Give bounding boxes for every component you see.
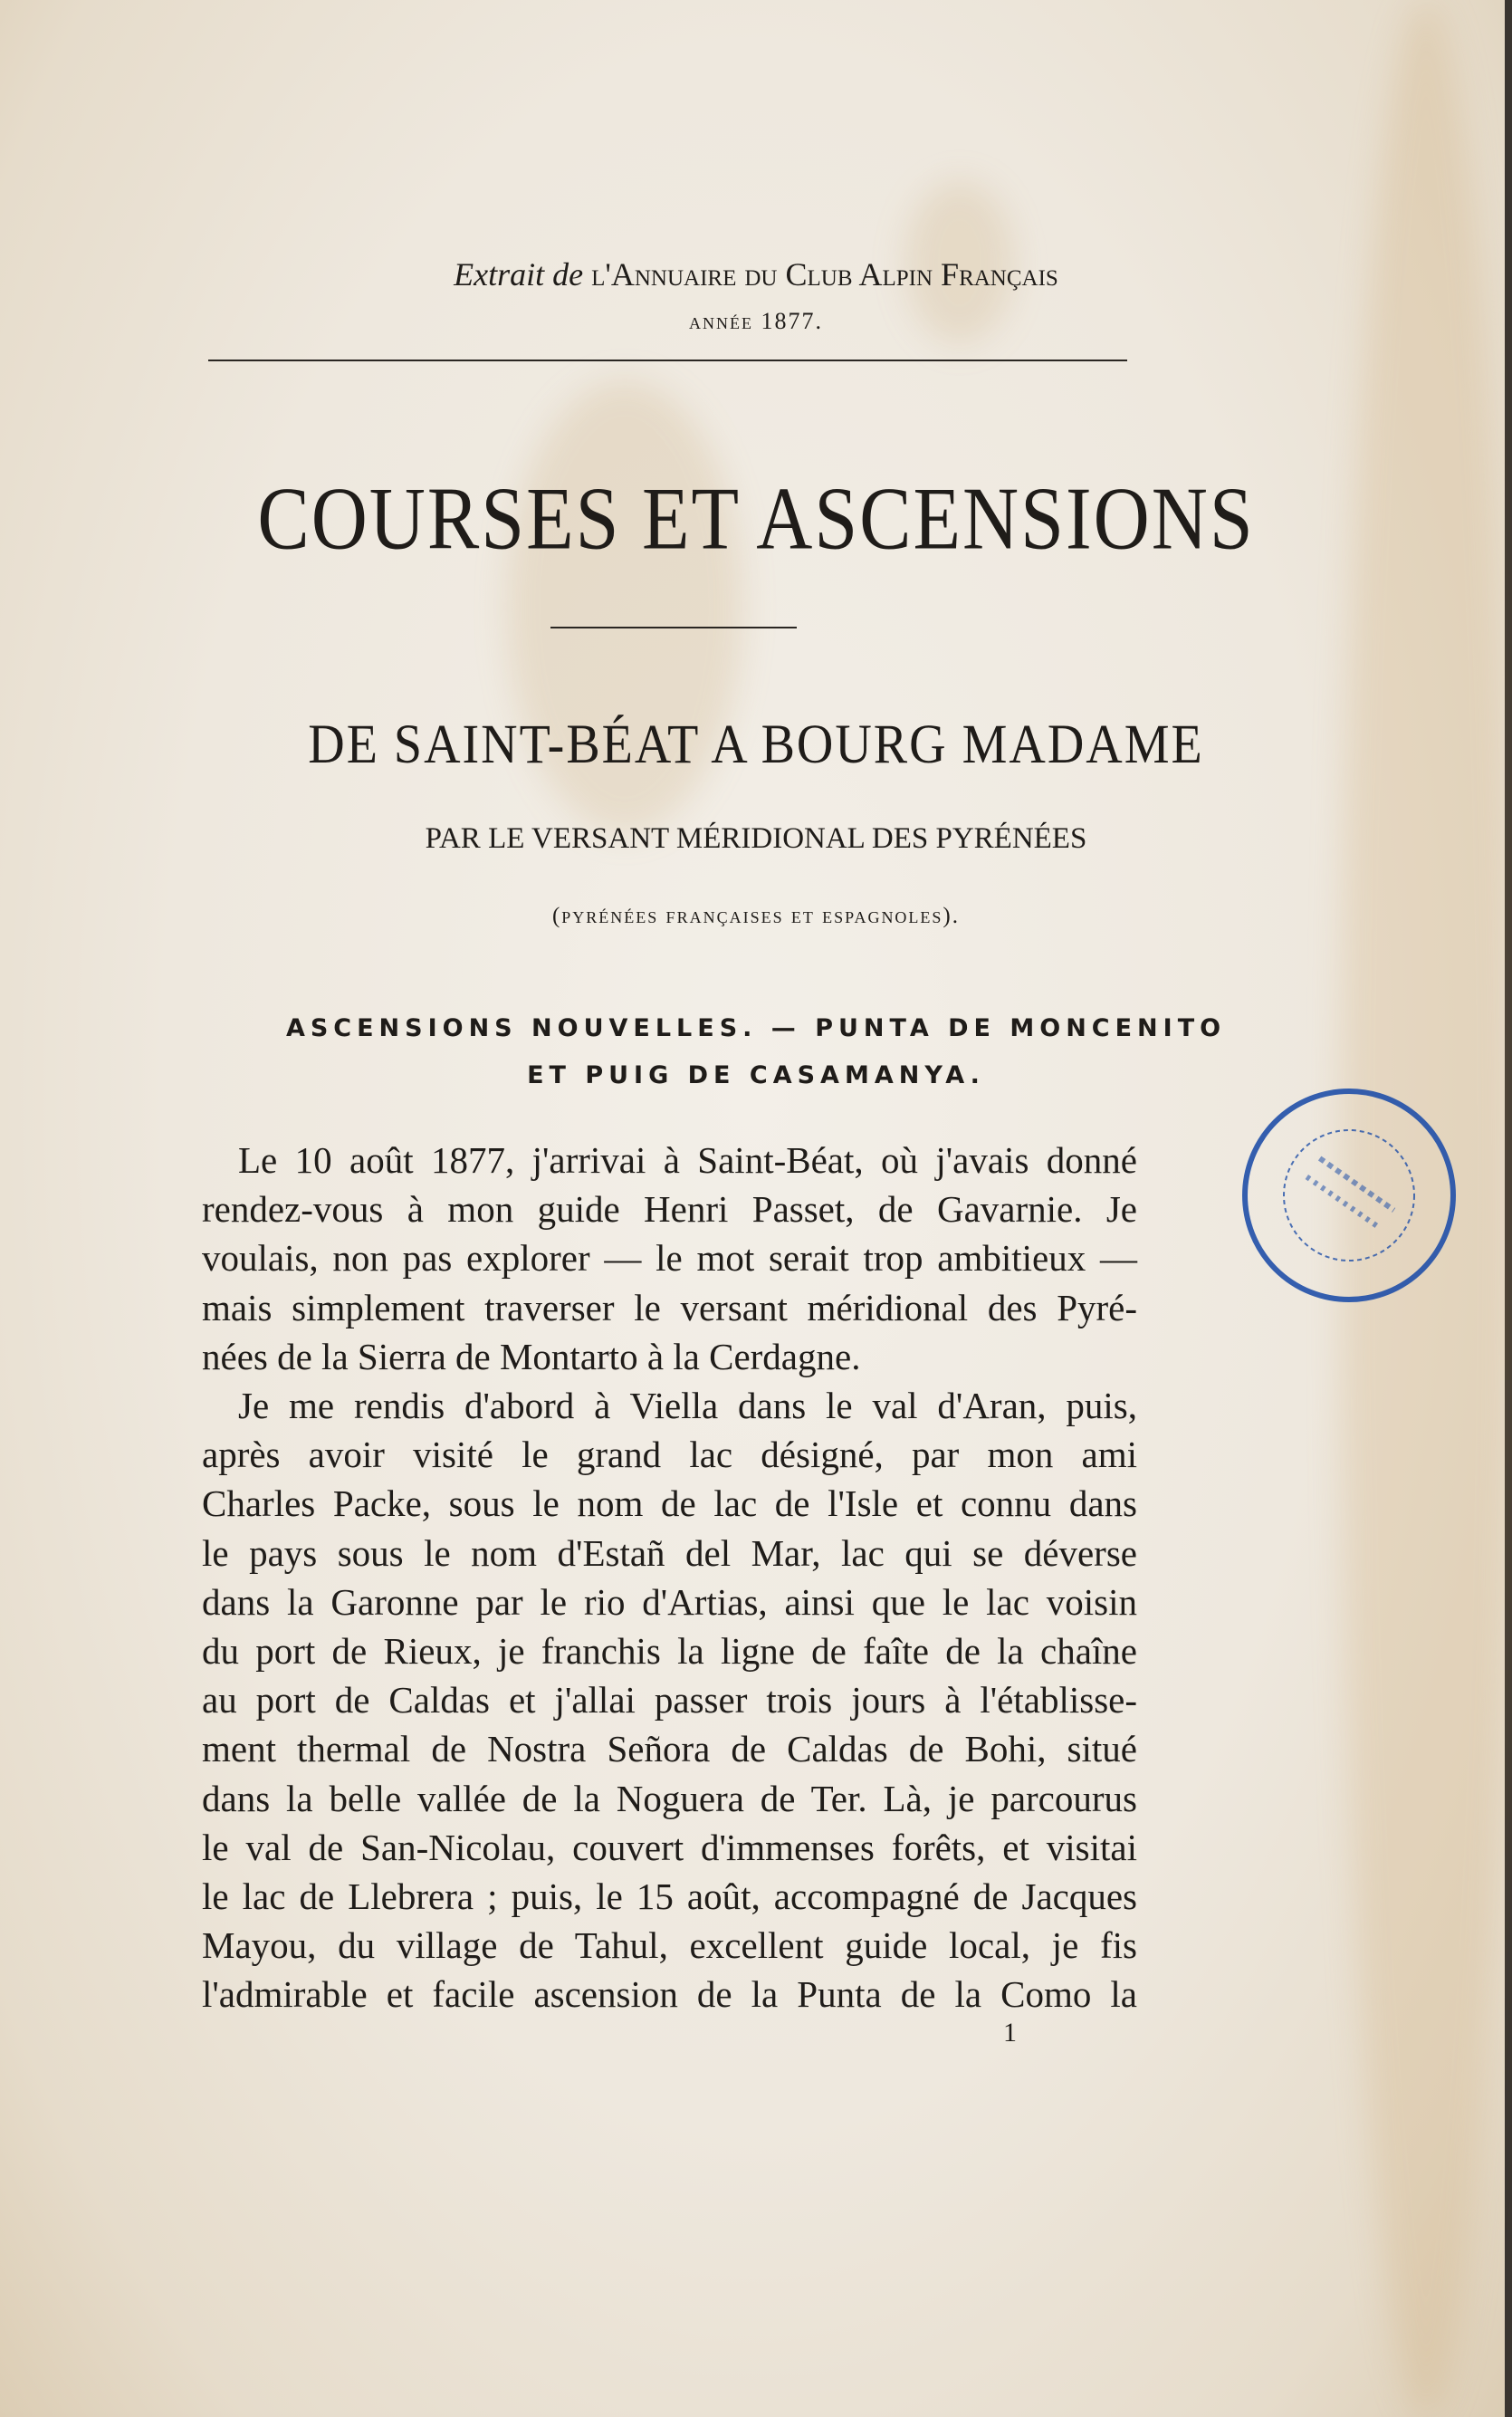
subtitle-3: (pyrénées françaises et espagnoles). (551, 904, 961, 928)
text-line: dans la belle vallée de la Noguera de Ter. Là, je parcourus (202, 1777, 1137, 1819)
subtitle-2: PAR LE VERSANT MÉRIDIONAL DES PYRÉNÉES (425, 822, 1087, 855)
header-extrait: Extrait (454, 256, 545, 293)
text-line: Charles Packe, sous le nom de lac de l'Isle et connu dans (202, 1482, 1137, 1525)
title-rule (550, 627, 797, 628)
text-line: Le 10 août 1877, j'arrivai à Saint-Béat, où j'avais donné (238, 1139, 1137, 1181)
text-line: l'admirable et facile ascension de la Punta de la Como la (202, 1973, 1137, 2016)
section-heading-line-1: ASCENSIONS NOUVELLES. — PUNTA DE MONCENITO (285, 1014, 1227, 1042)
text-line: du port de Rieux, je franchis la ligne de faîte de la chaîne (202, 1630, 1137, 1673)
text-line: dans la Garonne par le rio d'Artias, ainsi que le lac voisin (202, 1580, 1137, 1623)
text-line: le val de San-Nicolau, couvert d'immenses forêts, et visitai (202, 1826, 1137, 1868)
header-de: de (552, 256, 584, 293)
page-number: 1 (1003, 2018, 1017, 2048)
text-line: mais simplement traverser le versant méridional des Pyré- (202, 1286, 1137, 1328)
text-line: Mayou, du village de Tahul, excellent guide local, je fis (202, 1924, 1137, 1967)
library-stamp (1240, 1087, 1458, 1304)
body-text (202, 1136, 1137, 2019)
section-heading-line-2: ET PUIG DE CASAMANYA. (527, 1061, 985, 1089)
text-line: rendez-vous à mon guide Henri Passet, de Gavarnie. Je (202, 1188, 1137, 1231)
header-year: année 1877. (689, 308, 823, 334)
text-line: le pays sous le nom d'Estañ del Mar, lac qui se déverse (202, 1531, 1137, 1574)
text-line: nées de la Sierra de Montarto à la Cerdagne. (202, 1335, 861, 1377)
header-publication: l'Annuaire du Club Alpin Français (591, 256, 1058, 293)
text-line: au port de Caldas et j'allai passer trois jours à l'établisse- (202, 1679, 1137, 1722)
text-line: ment thermal de Nostra Señora de Caldas de Bohi, situé (202, 1728, 1137, 1770)
subtitle: DE SAINT-BÉAT A BOURG MADAME (308, 713, 1204, 776)
text-line: après avoir visité le grand lac désigné, par mon ami (202, 1434, 1137, 1476)
text-line: Je me rendis d'abord à Viella dans le val d'Aran, puis, (238, 1385, 1137, 1427)
header-line (0, 255, 1512, 293)
text-line: voulais, non pas explorer — le mot serait trop ambitieux — (202, 1237, 1137, 1280)
header-rule (208, 360, 1127, 361)
page-title: COURSES ET ASCENSIONS (257, 467, 1255, 569)
text-line: le lac de Llebrera ; puis, le 15 août, accompagné de Jacques (202, 1875, 1137, 1918)
